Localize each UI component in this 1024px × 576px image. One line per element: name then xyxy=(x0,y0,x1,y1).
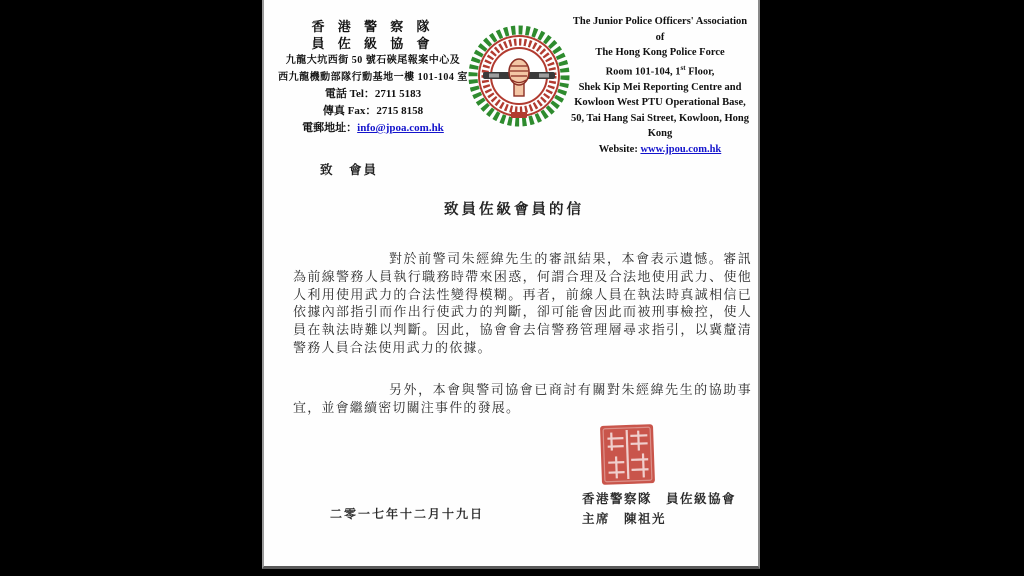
address-en-line3: 50, Tai Hang Sai Street, Kowloon, Hong Kong xyxy=(570,112,750,139)
email-label: 電郵地址： xyxy=(302,122,358,134)
seal-icon xyxy=(599,423,656,486)
address-en-line2: Kowloon West PTU Operational Base, xyxy=(574,97,746,108)
org-name-zh-line1: 香 港 警 察 隊 xyxy=(311,19,435,34)
email-line xyxy=(276,120,470,137)
room-text: Room 101-104, 1 xyxy=(605,66,681,77)
chairman-seal-stamp xyxy=(599,423,656,486)
fax-line: 傳真 Fax：2715 8158 xyxy=(322,105,424,117)
header-left-chinese xyxy=(276,18,470,137)
website-link[interactable]: www.jpou.com.hk xyxy=(640,143,722,155)
email-link[interactable]: info@jpoa.com.hk xyxy=(357,122,444,134)
body-paragraph-1: 對於前警司朱經緯先生的審訊結果，本會表示遺憾。審訊為前線警務人員執行職務時帶來困惑，何謂合理及合法地使用武力、使他人利用使用武力的合法性變得模糊。再者，前線人員在執法時真誠相信已依據內部指引而作出行使武力的判斷，卻可能會因此而被刑事檢控，使人員在執法時難以判斷。因此，協會會去信警務管理層尋求指引，以冀釐清警務人員合法使用武力的依據。 xyxy=(293,251,752,355)
body-paragraph-2: 另外，本會與警司協會已商討有關對朱經緯先生的協助事宜，並會繼續密切關注事件的發展。 xyxy=(293,382,752,415)
address-en-line1: Shek Kip Mei Reporting Centre and xyxy=(578,81,742,93)
website-line xyxy=(560,142,760,158)
salutation: 致 會員 xyxy=(320,163,379,177)
signature-org: 香港警察隊 員佐級協會 xyxy=(582,492,737,506)
letter-date: 二零一七年十二月十九日 xyxy=(330,507,485,521)
assoc-name-line1: The Junior Police Officers' Association xyxy=(572,16,748,27)
address-zh-line1: 九龍大坑西街 50 號石硤尾報案中心及 xyxy=(285,55,461,66)
room-ordinal-sup: st xyxy=(680,63,686,72)
letter-page xyxy=(262,0,760,569)
telephone-line: 電話 Tel：2711 5183 xyxy=(324,88,422,100)
room-line xyxy=(560,61,760,80)
letter-title: 致員佐級會員的信 xyxy=(444,202,584,218)
jpoa-emblem-logo xyxy=(467,20,571,138)
website-label: Website: xyxy=(598,143,641,155)
signature-block xyxy=(582,489,736,529)
address-zh-line2: 西九龍機動部隊行動基地一樓 101-104 室 xyxy=(278,72,468,83)
room-floor-text: Floor, xyxy=(685,66,715,77)
header-right-english xyxy=(560,14,760,157)
assoc-name-line2: of xyxy=(655,31,665,43)
jpoa-emblem-icon xyxy=(467,20,571,138)
assoc-name-line3: The Hong Kong Police Force xyxy=(595,47,725,58)
org-name-zh-line2: 員 佐 級 協 會 xyxy=(311,36,435,51)
signature-chairman: 主席 陳祖光 xyxy=(582,512,667,526)
